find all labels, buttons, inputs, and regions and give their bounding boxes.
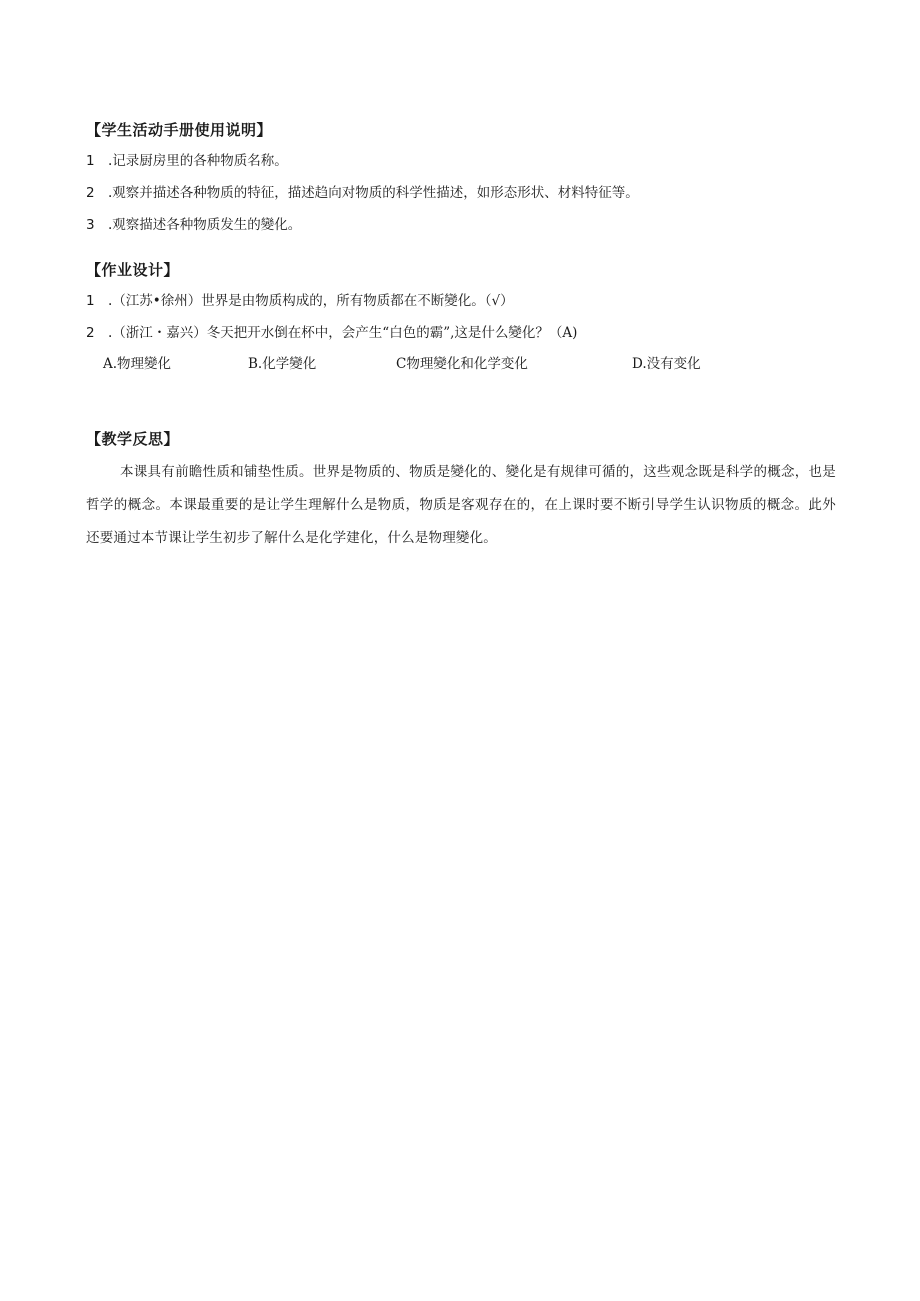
option-d: D.没有变化 — [632, 356, 701, 372]
reflection-heading: 【教学反思】 — [86, 430, 180, 448]
homework-heading: 【作业设计】 — [86, 261, 180, 279]
option-c: C物理變化和化学变化 — [396, 356, 528, 372]
item-number: 1 — [86, 293, 95, 309]
homework-item-1 — [86, 291, 514, 311]
item-text: .观察描述各种物质发生的變化。 — [108, 217, 302, 233]
manual-item-1 — [86, 151, 288, 171]
item-number: 3 — [86, 217, 95, 233]
item-text: .观察并描述各种物质的特征，描述趋向对物质的科学性描述，如形态形状、材料特征等。 — [108, 185, 639, 201]
option-b: B.化学變化 — [248, 356, 317, 372]
manual-item-3 — [86, 215, 301, 235]
item-text: .（江苏•徐州）世界是由物质构成的，所有物质都在不断變化。（√） — [108, 293, 514, 309]
option-a: A.物理變化 — [103, 356, 172, 372]
homework-item-2 — [86, 323, 577, 343]
reflection-paragraph: 本课具有前瞻性质和铺垫性质。世界是物质的、物质是變化的、變化是有规律可循的，这些观念既是科学的概念，也是哲学的概念。本课最重要的是让学生理解什么是物质，物质是客观存在的，在上课时要不断引导学生认识物质的概念。此外还要通过本节课让学生初步了解什么是化学建化，什么是物理變化。 — [86, 464, 836, 546]
item-text: .记录厨房里的各种物质名称。 — [108, 153, 288, 169]
item-text: .（浙江・嘉兴）冬天把开水倒在杯中，会产生“白色的霸”,这是什么變化？（A) — [108, 325, 578, 341]
manual-item-2 — [86, 183, 639, 203]
manual-heading: 【学生活动手册使用说明】 — [86, 121, 273, 139]
item-number: 2 — [86, 185, 95, 201]
item-number: 2 — [86, 325, 95, 341]
item-number: 1 — [86, 153, 95, 169]
